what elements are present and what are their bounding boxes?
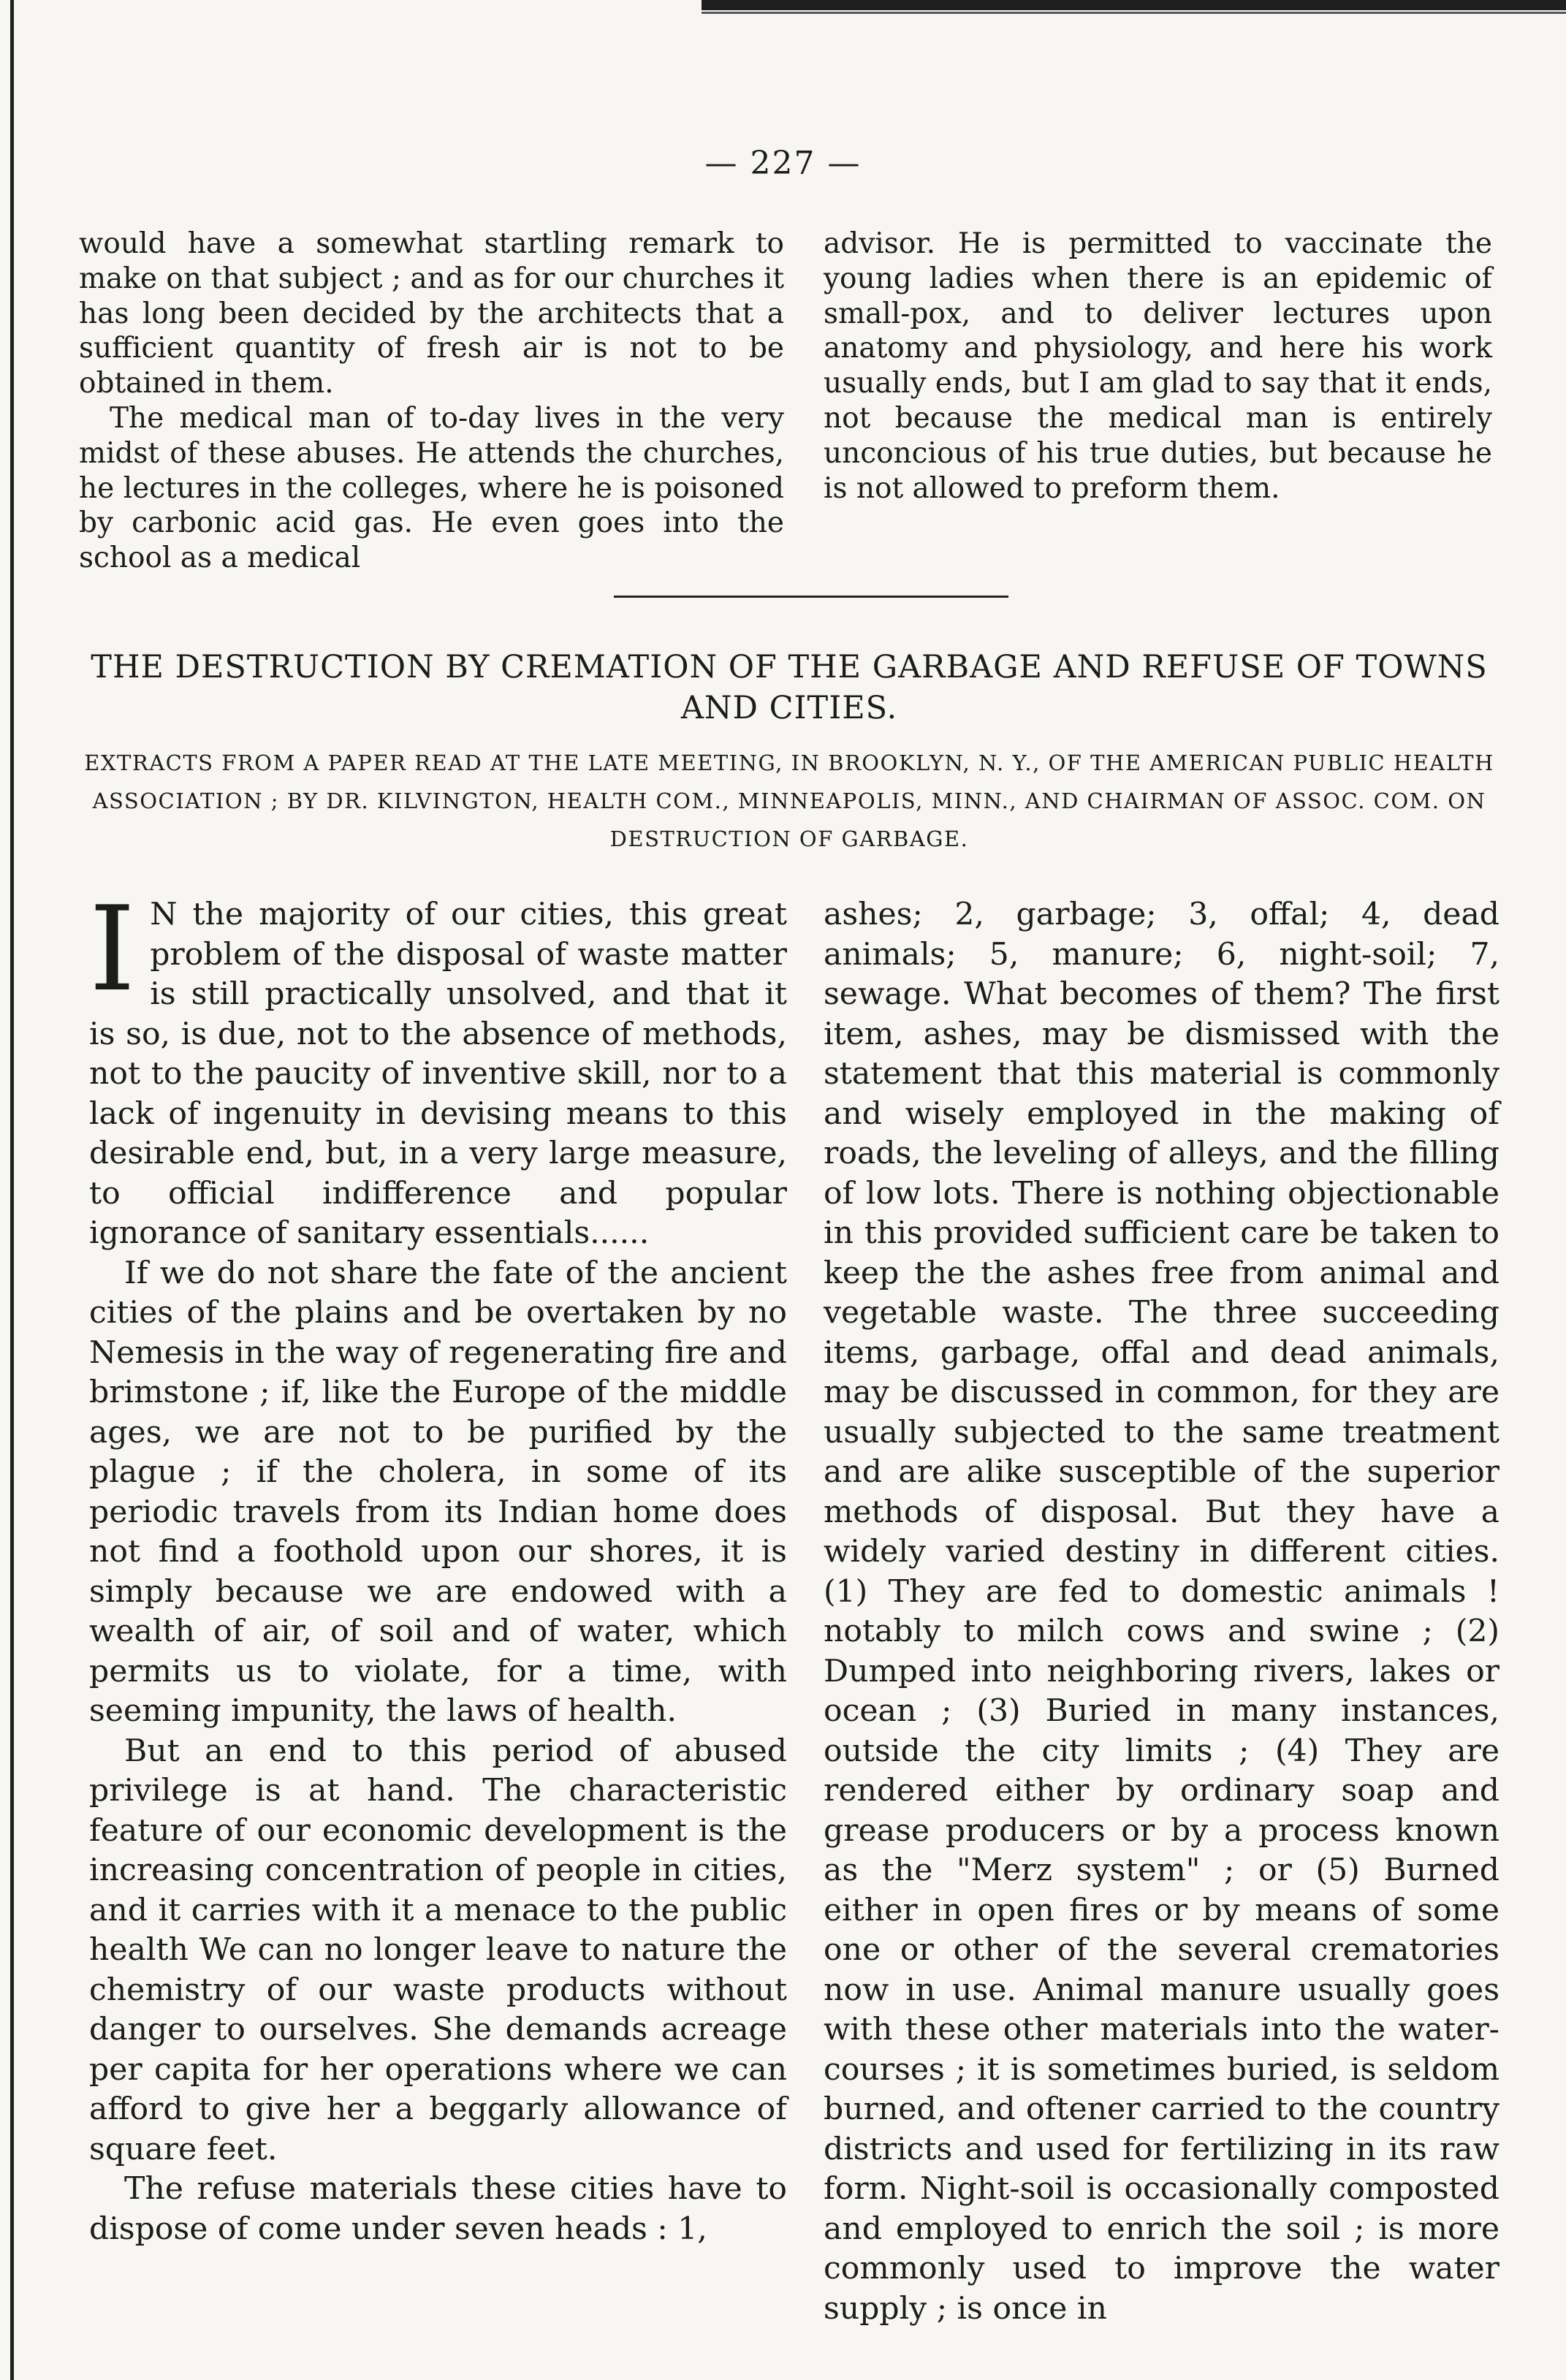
section-divider bbox=[614, 596, 1008, 598]
opening-paragraph-text: N the majority of our cities, this great problem of the disposal of waste matter is still practically unsolved, and that it is so, is due, not to the absence of methods, not to the paucity of inventive skill, nor to a lack of ingenuity in devising means to this desirable end, but, in a very large measure, to official indifference and popular ignorance of sanitary essentials...... bbox=[89, 897, 787, 1251]
page-number: — 227 — bbox=[704, 145, 862, 182]
scan-border-top bbox=[702, 0, 1566, 10]
article-left-column bbox=[89, 881, 787, 2249]
paragraph: If we do not share the fate of the ancient cities of the plains and be overtaken by no Nemesis in the way of regenerating fire and brimstone ; if, like the Europe of the middle ages, we are not to be purified by the plague ; if the cholera, in some of its periodic travels from its Indian home does not find a foothold upon our shores, it is simply because we are endowed with a wealth of air, of soil and of water, which permits us to violate, for a time, with seeming impunity, the laws of health. bbox=[89, 1255, 787, 1729]
paragraph: The medical man of to-day lives in the very midst of these abuses. He attends the churches, he lectures in the colleges, where he is poisoned by carbonic acid gas. He even goes into the school as a medical bbox=[79, 401, 784, 575]
paragraph: ashes; 2, garbage; 3, offal; 4, dead animals; 5, manure; 6, night-soil; 7, sewage. What becomes of them? The first item, ashes, may be dismissed with the statement that this material is commonly and wisely employed in the making of roads, the leveling of alleys, and the filling of low lots. There is nothing objectionable in this provided sufficient care be taken to keep the the ashes free from animal and vegetable waste. The three succeeding items, garbage, offal and dead animals, may be discussed in common, for they are usually subjected to the same treatment and are alike susceptible of the superior methods of disposal. But they have a widely varied destiny in different cities. (1) They are fed to domestic animals ! notably to milch cows and swine ; (2) Dumped into neighboring rivers, lakes or ocean ; (3) Buried in many instances, outside the city limits ; (4) They are rendered either by ordinary soap and grease producers or by a process known as the "Merz system" ; or (5) Burned either in open fires or by means of some one or other of the several crematories now in use. Animal manure usually goes with these other materials into the water-courses ; it is sometimes buried, is seldom burned, and oftener carried to the country districts and used for fertilizing in its raw form. Night-soil is occasionally composted and employed to enrich the soil ; is more commonly used to improve the water supply ; is once in bbox=[824, 897, 1500, 2327]
article-title: THE DESTRUCTION BY CREMATION OF THE GARBAGE AND REFUSE OF TOWNS AND CITIES. bbox=[91, 649, 1488, 726]
drop-cap: I bbox=[89, 881, 136, 1017]
previous-article-left-column bbox=[79, 227, 784, 576]
article-right-column bbox=[824, 895, 1500, 2329]
paragraph: would have a somewhat startling remark to make on that subject ; and as for our churches it has long been decided by the architects that a sufficient quantity of fresh air is not to be obtained in them. bbox=[79, 227, 784, 400]
paragraph: But an end to this period of abused privilege is at hand. The characteristic feature of our economic development is the increasing concentration of people in cities, and it carries with it a menace to the public health We can no longer leave to nature the chemistry of our waste products without danger to ourselves. She demands acreage per capita for her operations where we can afford to give her a beggarly allowance of square feet. bbox=[89, 1733, 787, 2167]
scan-border-top-thin bbox=[702, 12, 1566, 14]
paragraph: advisor. He is permitted to vaccinate the young ladies when there is an epidemic of small-pox, and to deliver lectures upon anatomy and physiology, and here his work usually ends, but I am glad to say that it ends, not because the medical man is entirely unconcious of his true duties, but because he is not allowed to preform them. bbox=[824, 227, 1492, 505]
scan-border-left bbox=[10, 0, 14, 2380]
previous-article-right-column bbox=[824, 227, 1492, 506]
paragraph: The refuse materials these cities have to dispose of come under seven heads : 1, bbox=[89, 2171, 787, 2247]
opening-paragraph bbox=[89, 881, 787, 1254]
article-subtitle: EXTRACTS FROM A PAPER READ AT THE LATE MEETING, IN BROOKLYN, N. Y., OF THE AMERICAN PUBLIC HEALTH ASSOCIATION ; BY DR. KILVINGTON, HEALTH COM., MINNEAPOLIS, MINN., AND CHAIRMAN OF ASSOC. COM. ON DESTRUCTION OF GARBAGE. bbox=[84, 750, 1494, 851]
